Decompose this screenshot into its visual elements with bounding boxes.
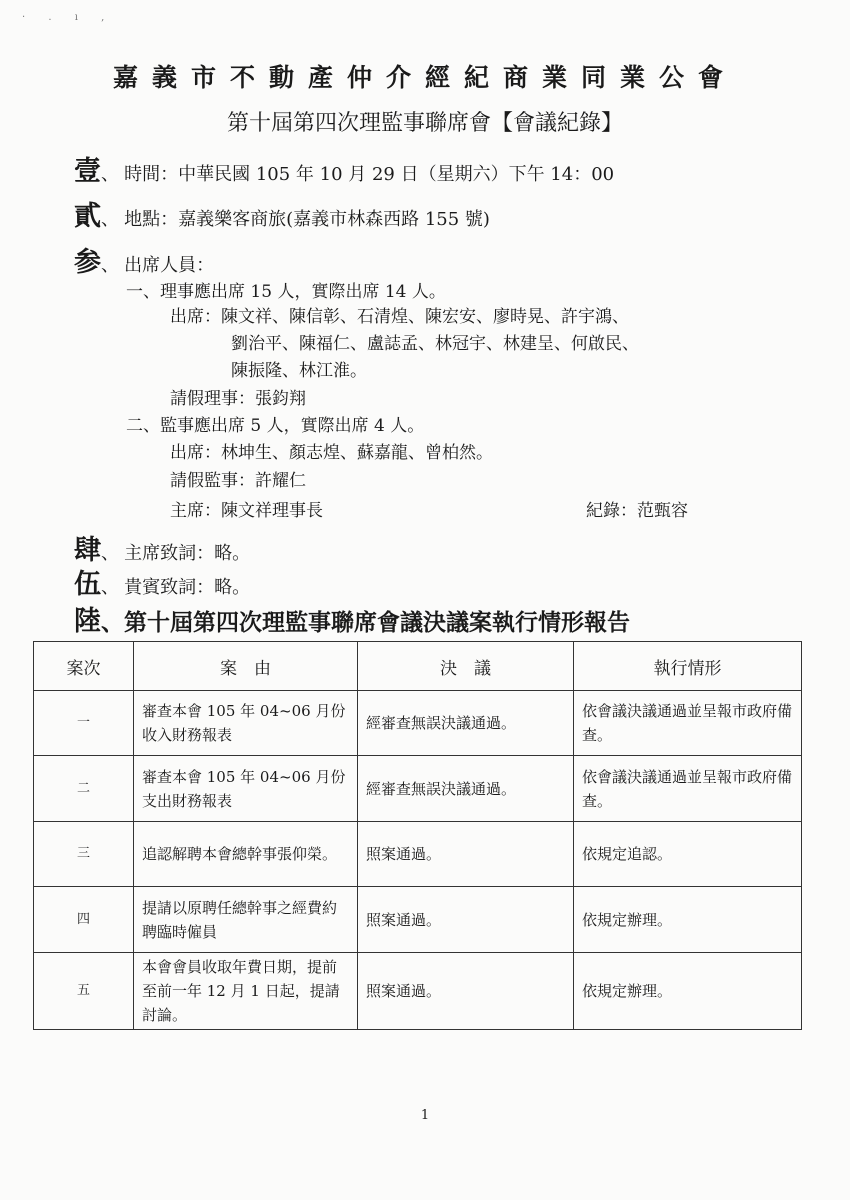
case-resolution: 照案通過。	[358, 953, 574, 1030]
case-status: 依規定辦理。	[574, 887, 802, 953]
chairperson: 主席：陳文祥理事長	[170, 501, 323, 521]
section-5-number: 伍	[74, 569, 101, 600]
table-header-row	[34, 642, 802, 691]
section-3-separator: 、	[101, 255, 119, 276]
directors-on-leave: 請假理事：張鈞翔	[170, 389, 306, 409]
table-row	[34, 953, 802, 1030]
directors-present-line-1: 出席：陳文祥、陳信彰、石清煌、陳宏安、廖時晃、許宇鴻、	[170, 307, 629, 327]
chair-speech: 主席致詞：略。	[124, 543, 251, 564]
section-4-number: 肆	[74, 535, 101, 566]
directors-present-line-2: 劉治平、陳福仁、盧誌孟、林冠宇、林建呈、何啟民、	[231, 334, 639, 354]
meeting-location: 地點：嘉義樂客商旅(嘉義市林森西路 155 號)	[124, 209, 490, 230]
section-5	[74, 562, 250, 601]
column-header-cause: 案 由	[134, 642, 358, 691]
section-1-number: 壹	[74, 156, 101, 187]
table-row	[34, 887, 802, 953]
case-status: 依會議決議通過並呈報市政府備查。	[574, 756, 802, 822]
case-resolution: 照案通過。	[358, 822, 574, 887]
scan-marks: ‧ . ı ,	[22, 12, 115, 23]
case-cause: 提請以原聘任總幹事之經費約聘臨時僱員	[134, 887, 358, 953]
section-4-separator: 、	[101, 543, 119, 564]
case-resolution: 經審查無誤決議通過。	[358, 691, 574, 756]
section-3-number: 参	[74, 247, 101, 278]
resolution-table	[33, 641, 802, 1030]
attendance-heading: 出席人員：	[124, 255, 215, 276]
recorder: 紀錄：范甄容	[586, 501, 688, 521]
case-number: 一	[34, 691, 134, 756]
meeting-time: 時間：中華民國 105 年 10 月 29 日（星期六）下午 14：00	[124, 164, 615, 185]
case-resolution: 經審查無誤決議通過。	[358, 756, 574, 822]
section-6-number: 陸	[74, 606, 101, 637]
section-2-number: 貳	[74, 201, 101, 232]
section-3	[74, 240, 214, 279]
guest-speech: 貴賓致詞：略。	[124, 577, 251, 598]
case-cause: 審查本會 105 年 04~06 月份支出財務報表	[134, 756, 358, 822]
page-number: 1	[420, 1108, 430, 1123]
column-header-status: 執行情形	[574, 642, 802, 691]
section-6	[74, 599, 630, 638]
case-resolution: 照案通過。	[358, 887, 574, 953]
case-cause: 追認解聘本會總幹事張仰榮。	[134, 822, 358, 887]
directors-heading: 一、理事應出席 15 人，實際出席 14 人。	[126, 282, 446, 302]
section-2-separator: 、	[101, 209, 119, 230]
directors-present-line-3: 陳振隆、林江淮。	[231, 361, 367, 381]
supervisors-on-leave: 請假監事：許耀仁	[170, 471, 306, 491]
column-header-case-no: 案次	[34, 642, 134, 691]
case-number: 二	[34, 756, 134, 822]
section-2	[74, 194, 490, 233]
section-1	[74, 149, 614, 188]
supervisors-present: 出席：林坤生、顏志煌、蘇嘉龍、曾柏然。	[170, 443, 493, 463]
case-number: 五	[34, 953, 134, 1030]
case-cause: 本會會員收取年費日期，提前至前一年 12 月 1 日起，提請討論。	[134, 953, 358, 1030]
table-row	[34, 691, 802, 756]
supervisors-heading: 二、監事應出席 5 人，實際出席 4 人。	[126, 416, 425, 436]
organization-title: 嘉義市不動產仲介經紀商業同業公會	[112, 63, 737, 92]
section-1-separator: 、	[101, 164, 119, 185]
section-5-separator: 、	[101, 577, 119, 598]
meeting-title: 第十屆第四次理監事聯席會【會議紀錄】	[226, 111, 623, 136]
column-header-resolution: 決 議	[358, 642, 574, 691]
table-row	[34, 756, 802, 822]
case-cause: 審查本會 105 年 04~06 月份收入財務報表	[134, 691, 358, 756]
case-number: 四	[34, 887, 134, 953]
case-status: 依規定追認。	[574, 822, 802, 887]
case-status: 依規定辦理。	[574, 953, 802, 1030]
case-number: 三	[34, 822, 134, 887]
case-status: 依會議決議通過並呈報市政府備查。	[574, 691, 802, 756]
table-row	[34, 822, 802, 887]
resolution-report-heading: 、第十屆第四次理監事聯席會議決議案執行情形報告	[101, 609, 630, 636]
